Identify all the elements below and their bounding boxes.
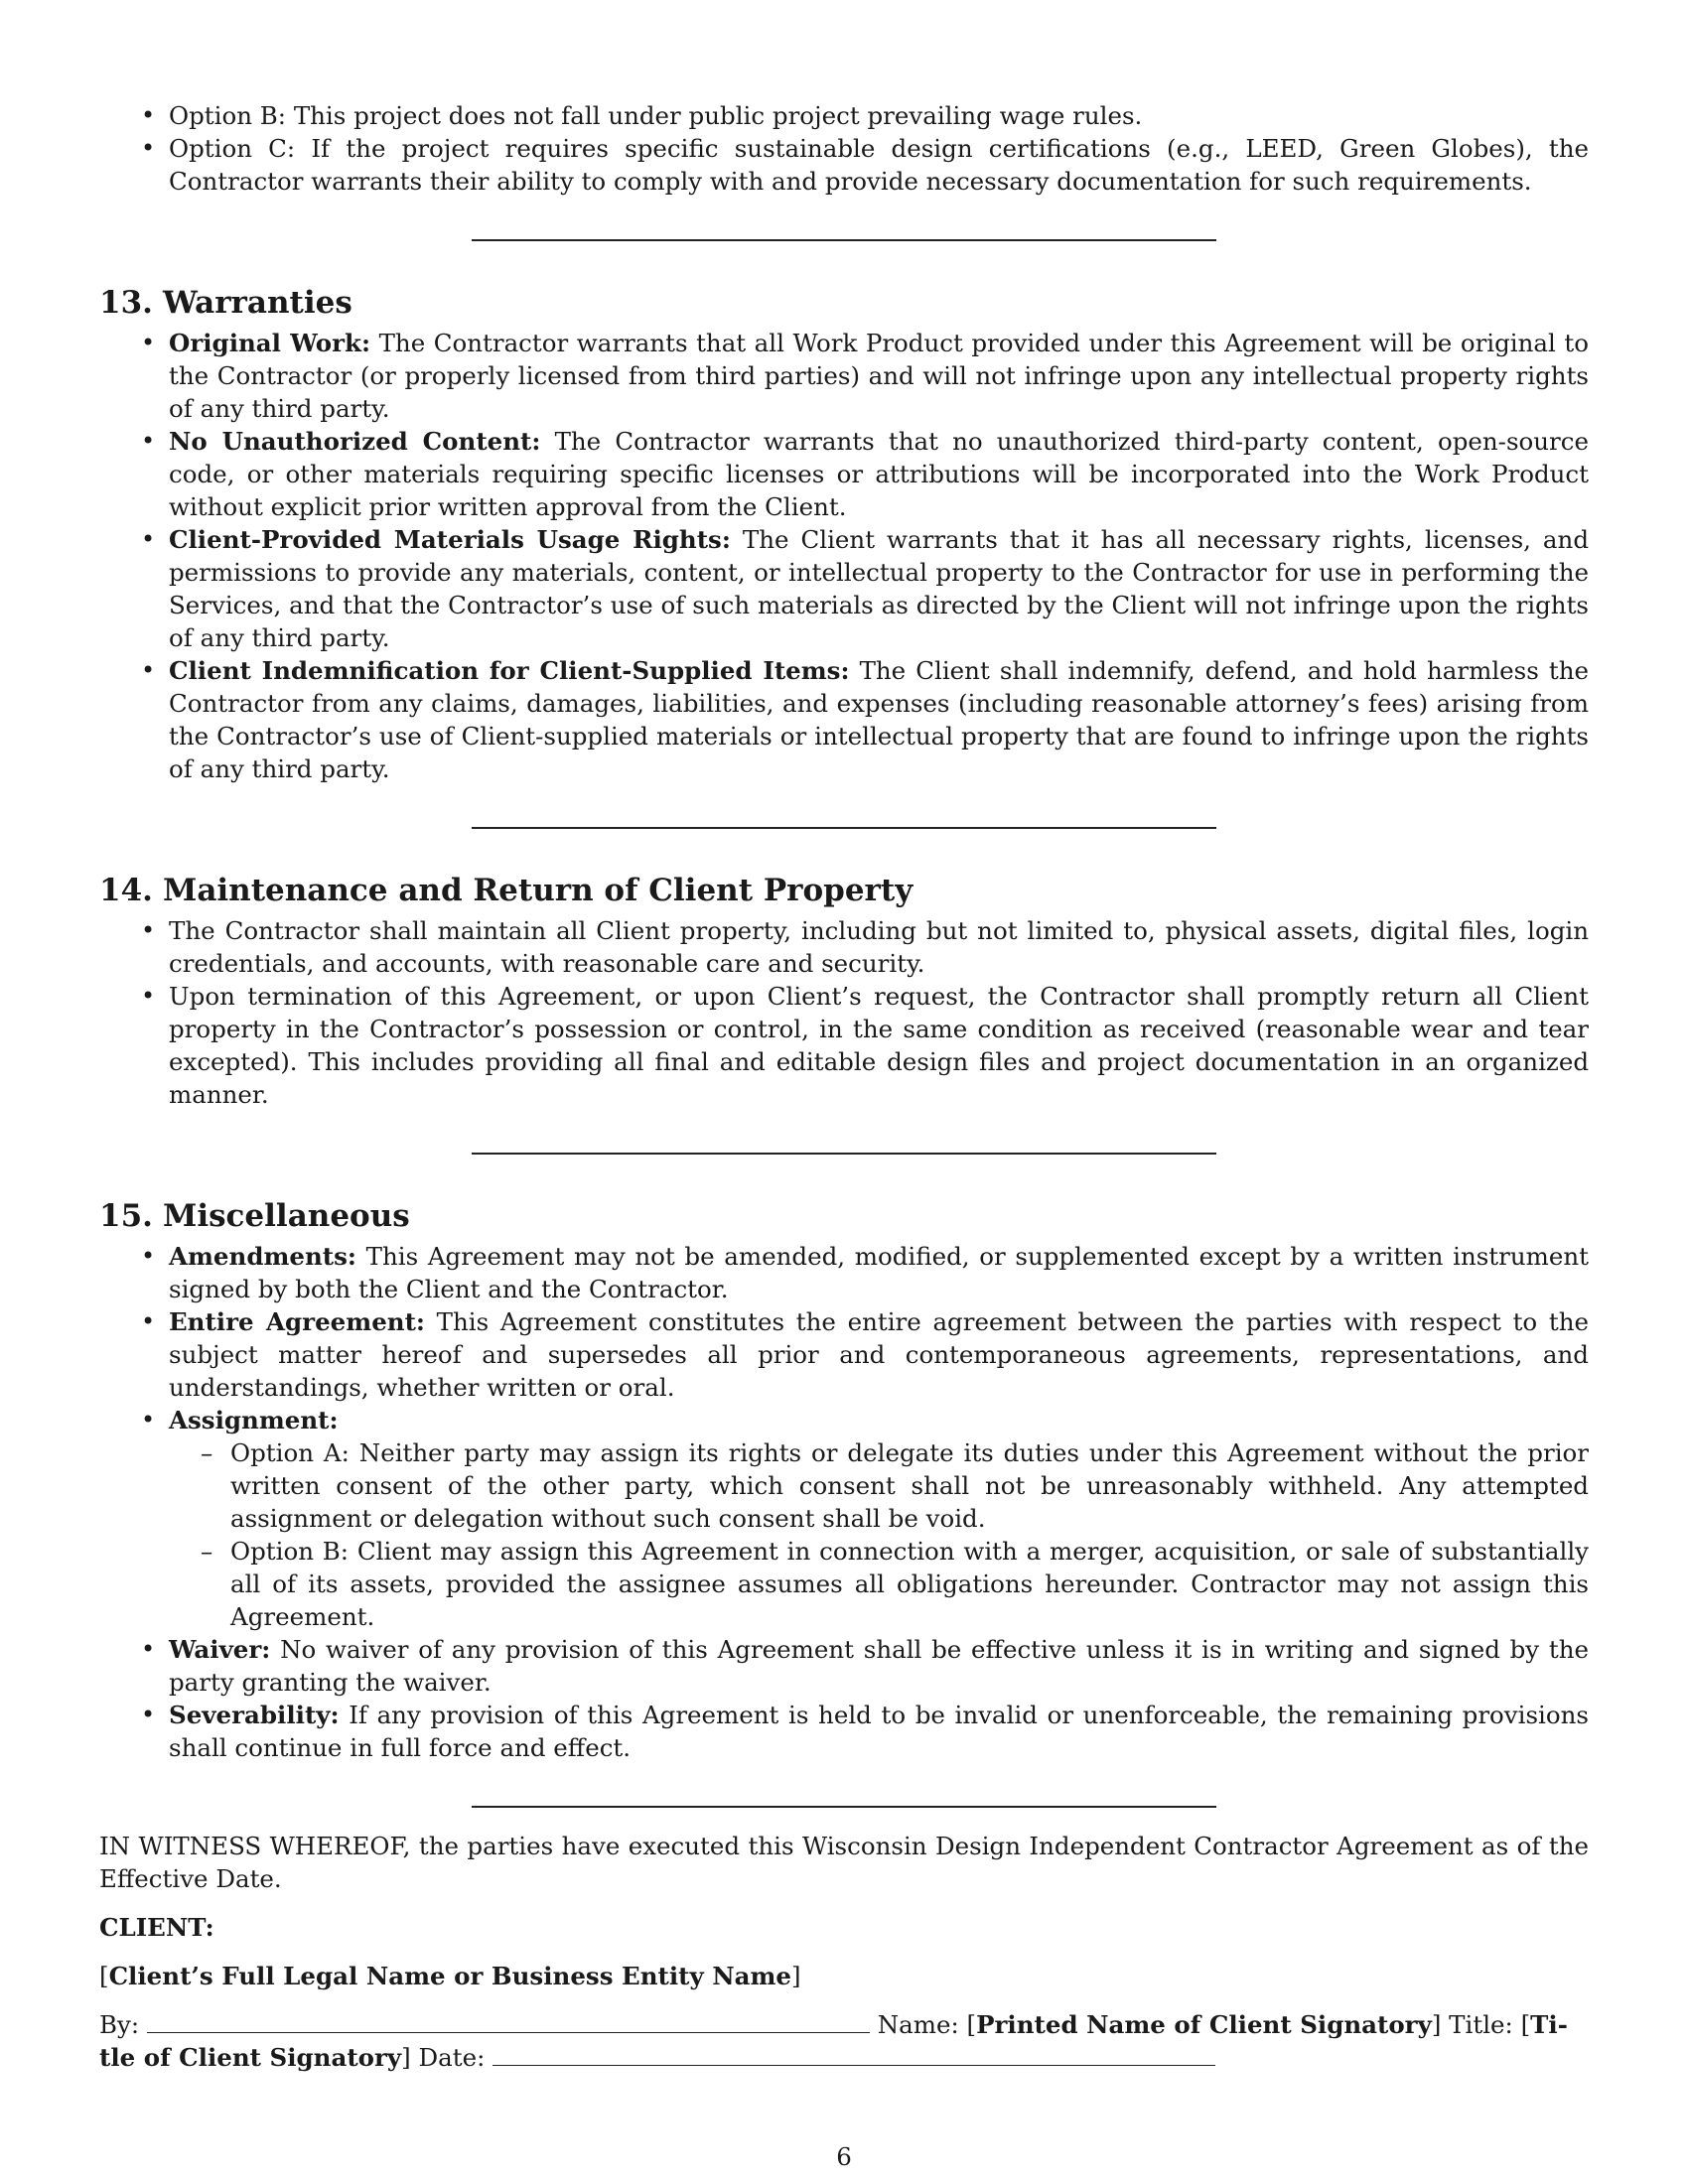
name-label: Name: <box>877 2010 959 2039</box>
list-item: • Upon termination of this Agreement, or upon Client’s request, the Contractor shall promptly return all Client property in the Contractor’s possession or control, in the same condition as received (reasonable wear and tear excepted). This includes providing all final and editable design files and project documentation in an organized manner. <box>169 980 1589 1111</box>
return-property-list <box>99 914 1589 1111</box>
list-item <box>169 654 1589 785</box>
list-item <box>169 1633 1589 1699</box>
section-divider <box>472 239 1216 241</box>
title-label: Title: <box>1449 2010 1513 2039</box>
sub-list-item: – Option A: Neither party may assign its rights or delegate its duties under this Agreement without the prior written consent of the other party, which consent shall not be unreasonably withheld. Any attempted assignment or delegation without such consent shall be void. <box>230 1436 1589 1535</box>
by-label: By: <box>99 2010 140 2039</box>
signature-line <box>99 2008 1589 2074</box>
item-label: Entire Agreement: <box>169 1307 425 1336</box>
bracket: ] <box>401 2043 411 2072</box>
section-number: 15. <box>99 1198 153 1234</box>
section-heading-miscellaneous <box>99 1196 1589 1236</box>
item-label: Client Indemnification for Client-Supplied Items: <box>169 656 850 685</box>
client-heading <box>99 1911 1589 1944</box>
document-page <box>99 99 1589 2074</box>
warranties-list <box>99 327 1589 785</box>
witness-statement: IN WITNESS WHEREOF, the parties have executed this Wisconsin Design Independent Contractor Agreement as of the Effective Date. <box>99 1832 1589 1893</box>
item-label: Waiver: <box>169 1635 271 1664</box>
list-item: • Option C: If the project requires specific sustainable design certifications (e.g., LEED, Green Globes), the Contractor warrants their ability to comply with and provide necessary documentation for such requirements. <box>169 132 1589 198</box>
list-item: • The Contractor shall maintain all Client property, including but not limited to, physical assets, digital files, login credentials, and accounts, with reasonable care and security. <box>169 914 1589 980</box>
title-placeholder-start: Ti- <box>1530 2010 1568 2039</box>
section-divider <box>472 1806 1216 1808</box>
item-text: This Agreement constitutes the entire agreement between the parties with respect to the subject matter hereof and supersedes all prior and contemporaneous agreements, representations, and understandings, whether written or oral. <box>169 1307 1589 1402</box>
bracket: [ <box>966 2010 977 2039</box>
page-number: 6 <box>836 2142 852 2171</box>
item-text: The Contractor warrants that no unauthorized third-party content, open-source code, or other materials requiring specific licenses or attributions will be incorporated into the Work Product without explicit prior written approval from the Client. <box>169 427 1589 521</box>
printed-name-placeholder: Printed Name of Client Signatory <box>976 2010 1432 2039</box>
section-divider <box>472 827 1216 829</box>
bracket: [ <box>1520 2010 1531 2039</box>
miscellaneous-list <box>99 1240 1589 1764</box>
list-item <box>169 425 1589 523</box>
item-text: The Contractor warrants that all Work Product provided under this Agreement will be original to the Contractor (or properly licensed from third parties) and will not infringe upon any intellectual property rights of any third party. <box>169 329 1589 423</box>
list-item <box>169 1240 1589 1305</box>
assignment-options-list <box>169 1436 1589 1633</box>
list-item <box>169 327 1589 425</box>
section-number: 14. <box>99 873 153 908</box>
bracket: [ <box>99 1962 109 1990</box>
section-number: 13. <box>99 285 153 321</box>
section-divider <box>472 1153 1216 1155</box>
date-blank[interactable] <box>492 2043 1215 2066</box>
list-item <box>169 1305 1589 1404</box>
date-label: Date: <box>418 2043 486 2072</box>
signature-blank[interactable] <box>147 2010 870 2033</box>
section-heading-return-property <box>99 871 1589 910</box>
list-item: • Option B: This project does not fall under public project prevailing wage rules. <box>169 99 1589 132</box>
section-heading-warranties <box>99 283 1589 323</box>
section-title: Maintenance and Return of Client Property <box>163 873 914 908</box>
client-name-line <box>99 1960 1589 1992</box>
item-text: The Client warrants that it has all necessary rights, licenses, and permissions to provide any materials, content, or intellectual property to the Contractor for use in performing the Services, and that the Contractor’s use of such materials as directed by the Client will not infringe upon the rights of any third party. <box>169 525 1589 652</box>
list-item <box>169 523 1589 654</box>
list-item <box>169 1699 1589 1764</box>
item-text: The Client shall indemnify, defend, and hold harmless the Contractor from any claims, damages, liabilities, and expenses (including reasonable attorney’s fees) arising from the Contractor’s use of Client-supplied materials or intellectual property that are found to infringe upon the rights of any third party. <box>169 656 1589 783</box>
intro-options-list <box>99 99 1589 198</box>
item-label: Amendments: <box>169 1242 356 1271</box>
item-text: If any provision of this Agreement is held to be invalid or unenforceable, the remaining provisions shall continue in full force and effect. <box>169 1701 1589 1762</box>
title-placeholder-end: tle of Client Signatory <box>99 2043 402 2072</box>
client-heading-text: CLIENT: <box>99 1913 214 1942</box>
item-label: Client-Provided Materials Usage Rights: <box>169 525 731 554</box>
list-item <box>169 1404 1589 1633</box>
item-label: Assignment: <box>169 1406 339 1434</box>
bracket: ] <box>1431 2010 1442 2039</box>
client-name-placeholder: Client’s Full Legal Name or Business Entity Name <box>108 1962 792 1990</box>
section-title: Warranties <box>163 285 352 321</box>
sub-list-item: – Option B: Client may assign this Agreement in connection with a merger, acquisition, or sale of substantially all of its assets, provided the assignee assumes all obligations hereunder. Contractor may not assign this Agreement. <box>230 1535 1589 1633</box>
item-text: No waiver of any provision of this Agreement shall be effective unless it is in writing and signed by the party granting the waiver. <box>169 1635 1589 1697</box>
section-title: Miscellaneous <box>163 1198 410 1234</box>
bracket: ] <box>791 1962 801 1990</box>
item-text: This Agreement may not be amended, modified, or supplemented except by a written instrument signed by both the Client and the Contractor. <box>169 1242 1589 1303</box>
item-label: Original Work: <box>169 329 371 357</box>
item-label: Severability: <box>169 1701 340 1729</box>
item-label: No Unauthorized Content: <box>169 427 541 456</box>
